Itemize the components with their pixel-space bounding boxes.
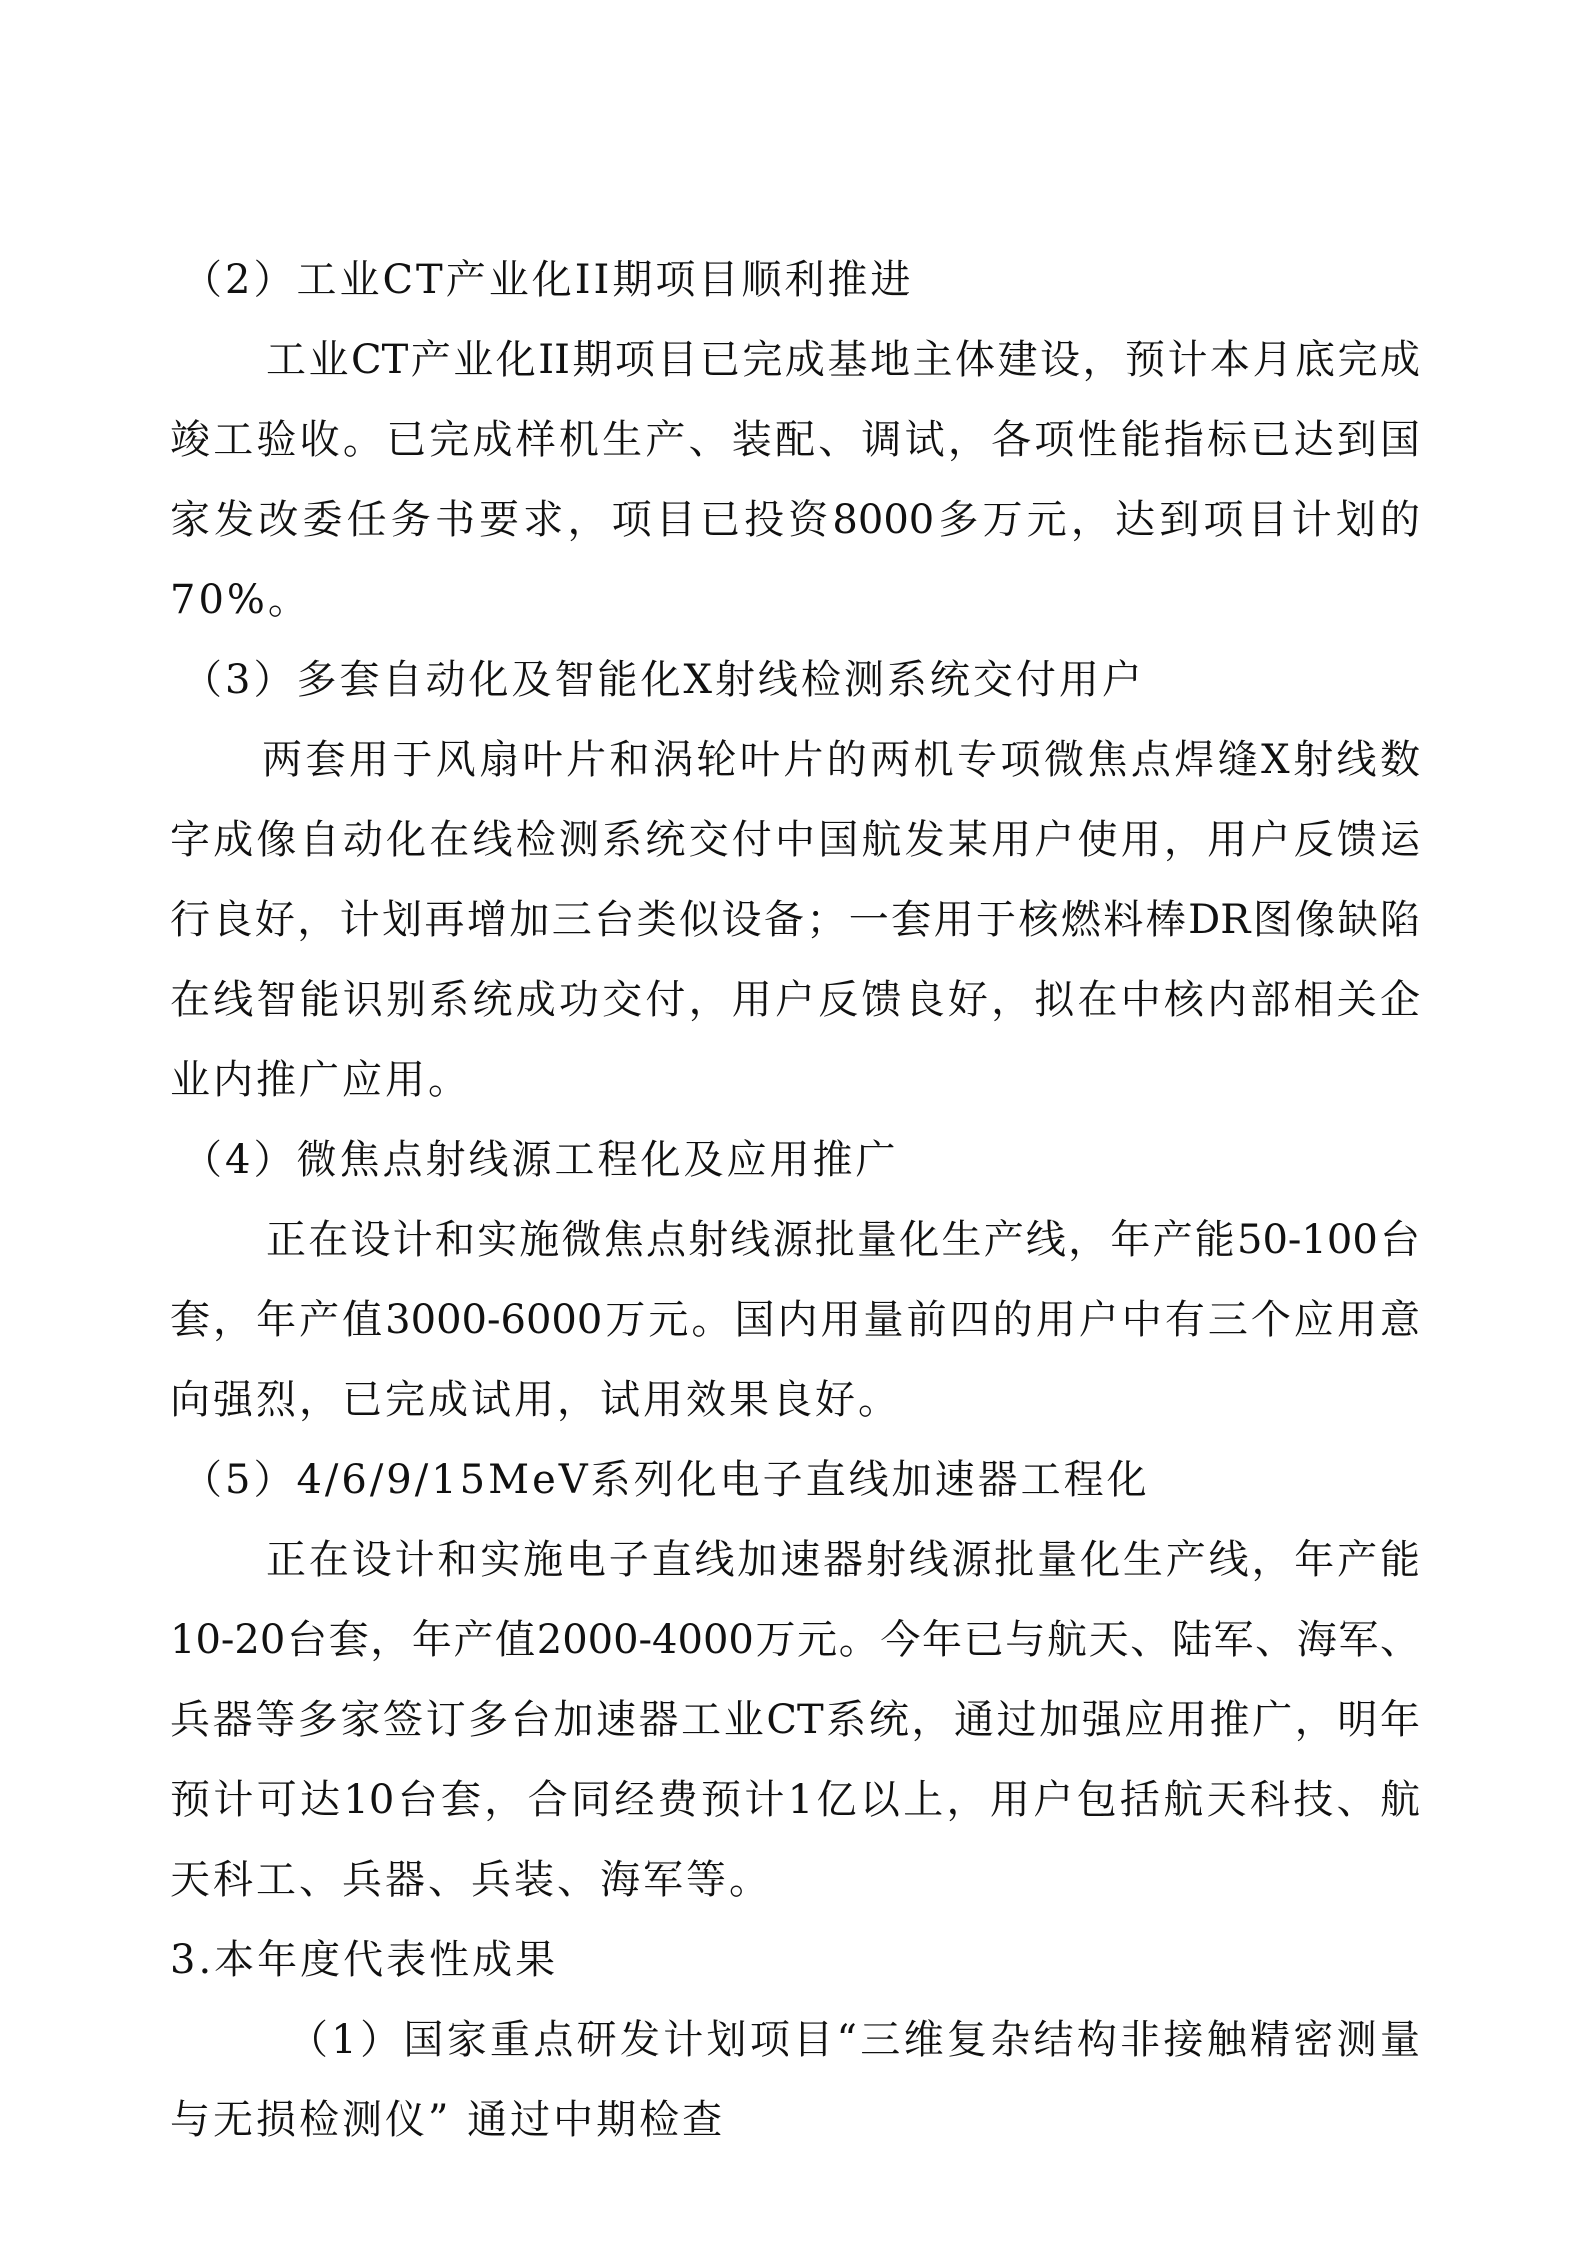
paragraph-line: 10-20台套，年产值2000-4000万元。今年已与航天、陆军、海军、 [170,1617,1420,1663]
paragraph-line: （1）国家重点研发计划项目“三维复杂结构非接触精密测量 [288,2017,1420,2063]
paragraph-line: 正在设计和实施电子直线加速器射线源批量化生产线，年产能 [266,1537,1420,1583]
paragraph-line: 家发改委任务书要求，项目已投资8000多万元，达到项目计划的 [170,497,1420,543]
paragraph-line: 工业CT产业化II期项目已完成基地主体建设，预计本月底完成 [266,337,1420,383]
heading-linac: （5）4/6/9/15MeV系列化电子直线加速器工程化 [182,1457,1150,1503]
paragraph-line: 套，年产值3000-6000万元。国内用量前四的用户中有三个应用意 [170,1297,1420,1343]
paragraph-line: 天科工、兵器、兵装、海军等。 [170,1857,772,1903]
paragraph-line: 字成像自动化在线检测系统交付中国航发某用户使用，用户反馈运 [170,817,1420,863]
heading-ct-phase2: （2）工业CT产业化II期项目顺利推进 [182,257,914,303]
paragraph-line: 向强烈，已完成试用，试用效果良好。 [170,1377,901,1423]
paragraph-line: 预计可达10台套，合同经费预计1亿以上，用户包括航天科技、航 [170,1777,1420,1823]
document-body [170,240,1420,2160]
heading-xray-systems: （3）多套自动化及智能化X射线检测系统交付用户 [182,657,1145,703]
heading-microfocus-source: （4）微焦点射线源工程化及应用推广 [182,1137,899,1183]
paragraph-line: 正在设计和实施微焦点射线源批量化生产线，年产能50-100台 [266,1217,1420,1263]
paragraph-line: 两套用于风扇叶片和涡轮叶片的两机专项微焦点焊缝X射线数 [262,737,1420,783]
paragraph-line: 竣工验收。已完成样机生产、装配、调试，各项性能指标已达到国 [170,417,1420,463]
paragraph-line: 行良好，计划再增加三台类似设备；一套用于核燃料棒DR图像缺陷 [170,897,1420,943]
paragraph-line: 兵器等多家签订多台加速器工业CT系统，通过加强应用推广，明年 [170,1697,1420,1743]
paragraph-line: 业内推广应用。 [170,1057,471,1103]
paragraph-line: 在线智能识别系统成功交付，用户反馈良好，拟在中核内部相关企 [170,977,1420,1023]
paragraph-line: 70%。 [170,577,311,623]
paragraph-line: 与无损检测仪” 通过中期检查 [170,2097,726,2143]
section-heading-achievements: 3.本年度代表性成果 [170,1937,559,1983]
